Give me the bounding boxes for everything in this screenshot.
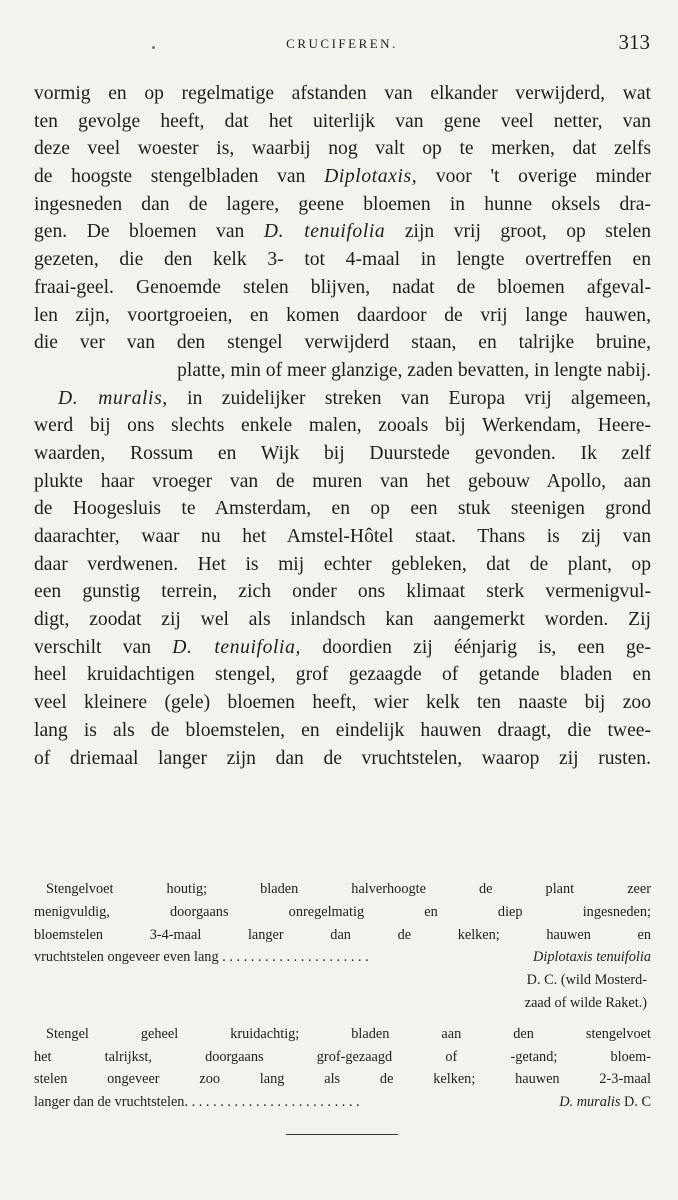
body-text-run: werd bij ons slechts enkele malen, zooals bij Werkendam, Heere- xyxy=(34,415,651,437)
body-text-run: de Hoogesluis te Amsterdam, en op een stuk steenigen grond xyxy=(34,498,651,520)
body-line xyxy=(34,412,651,440)
body-line xyxy=(34,551,651,579)
body-line xyxy=(34,745,651,773)
key-b-author: D. C xyxy=(620,1094,651,1111)
body-text-run: doordien zij éénjarig is, een ge- xyxy=(300,636,651,658)
body-line xyxy=(34,191,651,219)
body-line xyxy=(34,440,651,468)
body-text-run: deze veel woester is, waarbij nog valt op te merken, dat zelfs xyxy=(34,138,651,160)
body-line xyxy=(34,246,651,274)
body-text-run: zijn vrij groot, op stelen xyxy=(385,221,651,243)
body-line xyxy=(34,163,651,191)
body-line xyxy=(34,274,651,302)
body-text-run: de hoogste stengelbladen van xyxy=(34,166,325,188)
key-b-leader-dots: . . . . . . . . . . . . . . . . . . . . . . . . . xyxy=(184,1094,360,1111)
body-line xyxy=(34,495,651,523)
key-a-author-1: D. C. (wild Mosterd- xyxy=(526,972,647,989)
body-line xyxy=(34,717,651,745)
body-text-run: gezeten, die den kelk 3- tot 4-maal in lengte overtreffen en xyxy=(34,249,651,271)
key-b-line-2: het talrijkst, doorgaans grof-gezaagd of -getand; bloem- xyxy=(34,1048,651,1065)
body-line xyxy=(34,218,651,246)
body-text-run: platte, min of meer glanzige, zaden bevatten, in lengte nabij. xyxy=(177,359,651,381)
key-a-line-4-text: vruchtstelen ongeveer even lang xyxy=(34,949,219,966)
body-line xyxy=(34,80,651,108)
body-text-run: waarden, Rossum en Wijk bij Duurstede gevonden. Ik zelf xyxy=(34,442,651,464)
body-line xyxy=(34,578,651,606)
running-title: CRUCIFEREN. xyxy=(286,36,398,51)
body-text-run: of driemaal langer zijn dan de vruchtstelen, waarop zij rusten. xyxy=(34,747,651,769)
body-text-run: ten gevolge heeft, dat het uiterlijk van gene veel netter, van xyxy=(34,110,651,132)
body-text-run: lang is als de bloemstelen, en eindelijk hauwen draagt, die twee- xyxy=(34,719,651,741)
body-text-run: veel kleinere (gele) bloemen heeft, wier kelk ten naaste bij zoo xyxy=(34,692,651,714)
key-b-line-4 xyxy=(34,1091,651,1114)
body-text xyxy=(34,80,651,772)
body-text-run: die ver van den stengel verwijderd staan, en talrijke bruine, xyxy=(34,332,651,354)
key-b-line-3: stelen ongeveer zoo lang als de kelken; hauwen 2-3-maal xyxy=(34,1071,651,1088)
identification-key xyxy=(34,878,651,1114)
body-text-run: voor 't overige minder xyxy=(417,166,651,188)
body-italic-name: D. tenuifolia, xyxy=(172,636,301,658)
body-italic-name: Diplotaxis, xyxy=(324,166,418,188)
body-line xyxy=(34,606,651,634)
body-italic-name: D. tenuifolia xyxy=(263,221,386,243)
key-a-line-4 xyxy=(34,946,651,969)
closing-rule xyxy=(286,1134,398,1135)
body-text-run: verschilt van xyxy=(34,636,173,658)
body-line xyxy=(34,357,651,385)
key-b-taxon-group xyxy=(559,1091,651,1114)
body-text-run: gen. De bloemen van xyxy=(34,221,264,243)
key-b-line-4-text: langer dan de vruchtstelen xyxy=(34,1094,185,1111)
page-number: 313 xyxy=(618,30,650,54)
body-line xyxy=(34,329,651,357)
key-a-line-1: Stengelvoet houtig; bladen halverhoogte de plant zeer xyxy=(46,881,651,897)
key-a-author-2: zaad of wilde Raket.) xyxy=(524,994,647,1011)
page-header xyxy=(34,28,650,58)
body-italic-name: D. muralis, xyxy=(58,387,168,409)
body-text-run: plukte haar vroeger van de muren van het gebouw Apollo, aan xyxy=(34,470,651,492)
key-a-line-3: bloemstelen 3-4-maal langer dan de kelken; hauwen en xyxy=(34,926,651,943)
key-a-taxon: Diplotaxis tenuifolia xyxy=(533,949,651,966)
body-line xyxy=(34,385,651,413)
body-line xyxy=(34,468,651,496)
body-text-run: len zijn, voortgroeien, en komen daardoor de vrij lange hauwen, xyxy=(34,304,651,326)
body-text-run: vormig en op regelmatige afstanden van elkander verwijderd, wat xyxy=(34,83,651,104)
body-line xyxy=(34,523,651,551)
body-text-run: digt, zoodat zij wel als inlandsch kan aangemerkt worden. Zij xyxy=(34,609,651,631)
body-text-run: fraai-geel. Genoemde stelen blijven, nadat de bloemen afgeval- xyxy=(34,276,651,298)
body-text-run: ingesneden dan de lagere, geene bloemen in hunne oksels dra- xyxy=(34,193,651,215)
key-a-line-2: menigvuldig, doorgaans onregelmatig en diep ingesneden; xyxy=(34,903,651,920)
key-b-line-1: Stengel geheel kruidachtig; bladen aan den stengelvoet xyxy=(46,1025,651,1042)
key-a-leader-dots: . . . . . . . . . . . . . . . . . . . . . xyxy=(218,949,369,966)
body-line xyxy=(34,689,651,717)
body-text-run: daarachter, waar nu het Amstel-Hôtel staat. Thans is zij van xyxy=(34,526,651,547)
body-text-run: in zuidelijker streken van Europa vrij algemeen, xyxy=(167,387,651,409)
body-line xyxy=(34,661,651,689)
body-text-run: daar verdwenen. Het is mij echter gebleken, dat de plant, op xyxy=(34,553,651,575)
body-line xyxy=(34,108,651,136)
key-spacer xyxy=(34,1015,651,1023)
body-line xyxy=(34,634,651,662)
body-text-run: een gunstig terrein, zich onder ons klimaat sterk vermenigvul- xyxy=(34,581,651,603)
body-line xyxy=(34,135,651,163)
body-text-run: heel kruidachtigen stengel, grof gezaagde of getande bladen en xyxy=(34,664,651,686)
key-b-taxon: D. muralis xyxy=(559,1094,621,1111)
body-line xyxy=(34,302,651,330)
